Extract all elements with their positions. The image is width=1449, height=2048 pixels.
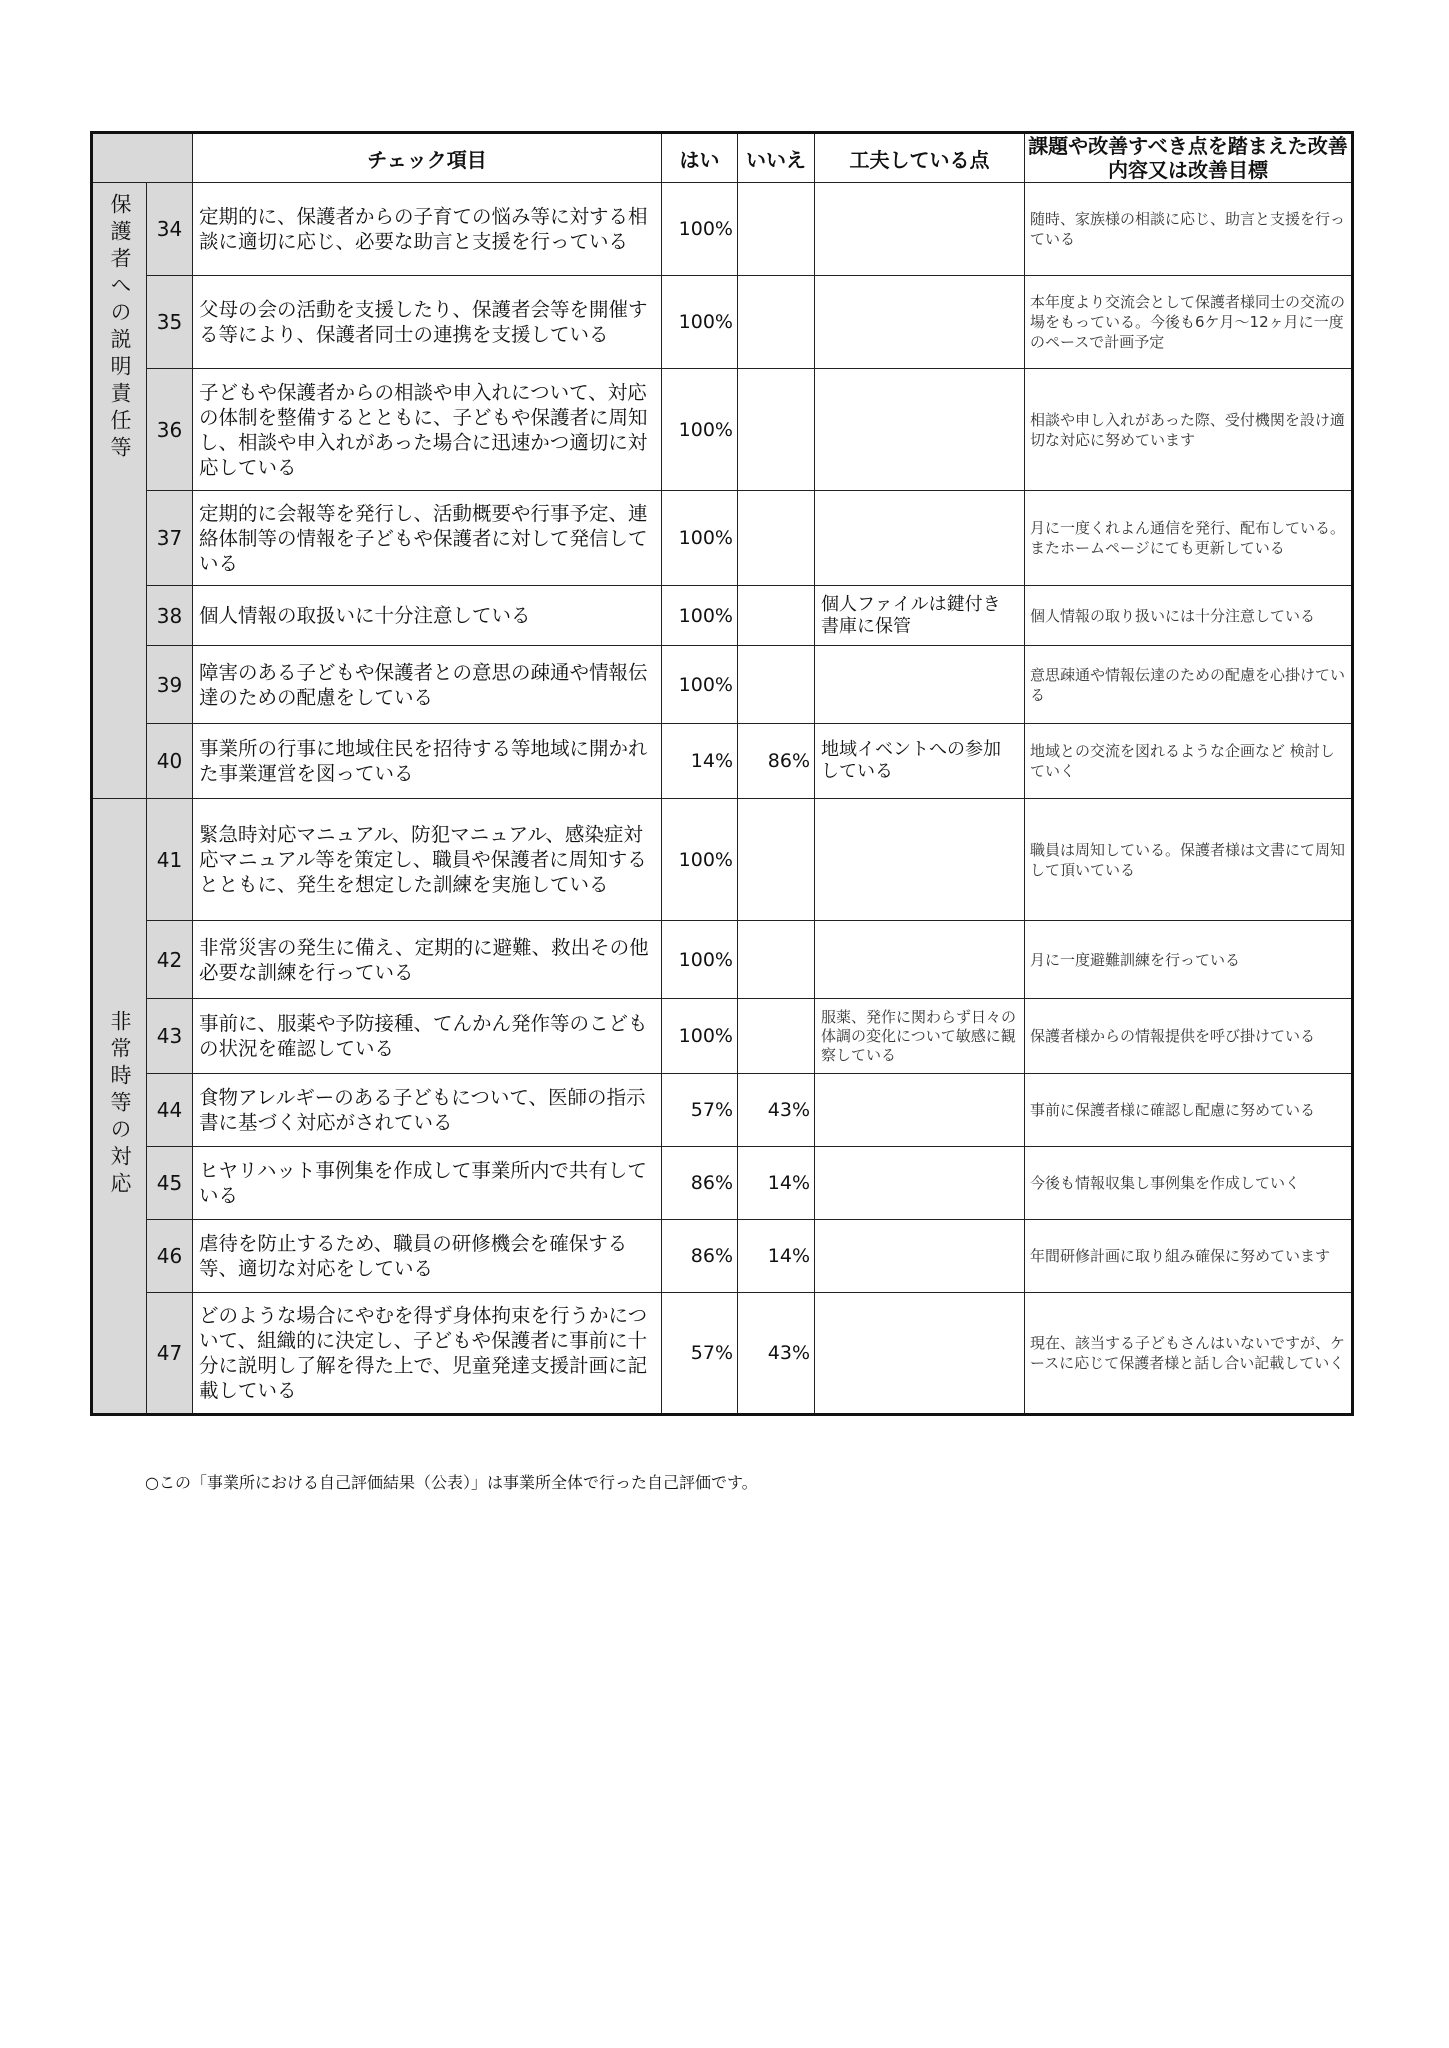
check-item: 虐待を防止するため、職員の研修機会を確保する等、適切な対応をしている xyxy=(193,1220,662,1293)
table-row xyxy=(92,369,1353,491)
goal-cell: 今後も情報収集し事例集を作成していく xyxy=(1025,1147,1353,1220)
goal-cell: 保護者様からの情報提供を呼び掛けている xyxy=(1025,999,1353,1074)
header-goal: 課題や改善すべき点を踏まえた改善内容又は改善目標 xyxy=(1025,133,1353,183)
check-item: 事業所の行事に地域住民を招待する等地域に開かれた事業運営を図っている xyxy=(193,724,662,799)
table-row xyxy=(92,183,1353,276)
row-number: 36 xyxy=(147,369,193,491)
check-item: 事前に、服薬や予防接種、てんかん発作等のこどもの状況を確認している xyxy=(193,999,662,1074)
no-percent xyxy=(738,276,815,369)
goal-cell: 随時、家族様の相談に応じ、助言と支援を行っている xyxy=(1025,183,1353,276)
self-evaluation-table xyxy=(90,131,1354,1416)
row-number: 34 xyxy=(147,183,193,276)
row-number: 40 xyxy=(147,724,193,799)
innovation-cell xyxy=(815,799,1025,921)
row-number: 45 xyxy=(147,1147,193,1220)
yes-percent: 100% xyxy=(662,921,738,999)
header-corner xyxy=(92,133,193,183)
check-item: 子どもや保護者からの相談や申入れについて、対応の体制を整備するとともに、子どもや保護者に周知し、相談や申入れがあった場合に迅速かつ適切に対応している xyxy=(193,369,662,491)
table-row xyxy=(92,799,1353,921)
no-percent: 43% xyxy=(738,1293,815,1415)
row-number: 46 xyxy=(147,1220,193,1293)
category-emergency xyxy=(92,799,147,1415)
goal-cell: 職員は周知している。保護者様は文書にて周知して頂いている xyxy=(1025,799,1353,921)
table-row xyxy=(92,1220,1353,1293)
check-item: 定期的に、保護者からの子育ての悩み等に対する相談に適切に応じ、必要な助言と支援を行っている xyxy=(193,183,662,276)
row-number: 38 xyxy=(147,586,193,646)
table-row xyxy=(92,724,1353,799)
no-percent: 43% xyxy=(738,1074,815,1147)
header-row xyxy=(92,133,1353,183)
no-percent xyxy=(738,369,815,491)
no-percent xyxy=(738,646,815,724)
table-row xyxy=(92,491,1353,586)
innovation-cell xyxy=(815,1293,1025,1415)
table-row xyxy=(92,586,1353,646)
goal-cell: 現在、該当する子どもさんはいないですが、ケースに応じて保護者様と話し合い記載していく xyxy=(1025,1293,1353,1415)
header-yes: はい xyxy=(662,133,738,183)
no-percent xyxy=(738,999,815,1074)
check-item: 父母の会の活動を支援したり、保護者会等を開催する等により、保護者同士の連携を支援している xyxy=(193,276,662,369)
row-number: 44 xyxy=(147,1074,193,1147)
category-accountability xyxy=(92,183,147,799)
row-number: 37 xyxy=(147,491,193,586)
row-number: 39 xyxy=(147,646,193,724)
check-item: 緊急時対応マニュアル、防犯マニュアル、感染症対応マニュアル等を策定し、職員や保護者に周知するとともに、発生を想定した訓練を実施している xyxy=(193,799,662,921)
check-item: 個人情報の取扱いに十分注意している xyxy=(193,586,662,646)
yes-percent: 86% xyxy=(662,1220,738,1293)
goal-cell: 個人情報の取り扱いには十分注意している xyxy=(1025,586,1353,646)
no-percent xyxy=(738,799,815,921)
row-number: 41 xyxy=(147,799,193,921)
goal-cell: 年間研修計画に取り組み確保に努めています xyxy=(1025,1220,1353,1293)
goal-cell: 事前に保護者様に確認し配慮に努めている xyxy=(1025,1074,1353,1147)
innovation-cell xyxy=(815,646,1025,724)
no-percent xyxy=(738,491,815,586)
footnote: ○この「事業所における自己評価結果（公表）」は事業所全体で行った自己評価です。 xyxy=(145,1473,758,1492)
category-label: 非常時等の対応 xyxy=(108,1009,132,1199)
goal-cell: 月に一度くれよん通信を発行、配布している。またホームページにても更新している xyxy=(1025,491,1353,586)
check-item: 非常災害の発生に備え、定期的に避難、救出その他必要な訓練を行っている xyxy=(193,921,662,999)
check-item: 食物アレルギーのある子どもについて、医師の指示書に基づく対応がされている xyxy=(193,1074,662,1147)
innovation-cell: 地域イベントへの参加している xyxy=(815,724,1025,799)
yes-percent: 14% xyxy=(662,724,738,799)
yes-percent: 100% xyxy=(662,799,738,921)
goal-cell: 地域との交流を図れるような企画など 検討していく xyxy=(1025,724,1353,799)
yes-percent: 100% xyxy=(662,276,738,369)
no-percent xyxy=(738,586,815,646)
row-number: 42 xyxy=(147,921,193,999)
yes-percent: 100% xyxy=(662,586,738,646)
check-item: 障害のある子どもや保護者との意思の疎通や情報伝達のための配慮をしている xyxy=(193,646,662,724)
no-percent xyxy=(738,183,815,276)
goal-cell: 本年度より交流会として保護者様同士の交流の場をもっている。今後も6ケ月～12ヶ月に一度のペースで計画予定 xyxy=(1025,276,1353,369)
table-row xyxy=(92,921,1353,999)
innovation-cell xyxy=(815,183,1025,276)
innovation-cell xyxy=(815,1074,1025,1147)
table-row xyxy=(92,1293,1353,1415)
yes-percent: 100% xyxy=(662,491,738,586)
no-percent xyxy=(738,921,815,999)
yes-percent: 57% xyxy=(662,1074,738,1147)
row-number: 47 xyxy=(147,1293,193,1415)
innovation-cell xyxy=(815,491,1025,586)
innovation-cell: 服薬、発作に関わらず日々の体調の変化について敏感に観察している xyxy=(815,999,1025,1074)
no-percent: 86% xyxy=(738,724,815,799)
innovation-cell xyxy=(815,276,1025,369)
category-label: 保護者への説明責任等 xyxy=(108,193,132,463)
check-item: 定期的に会報等を発行し、活動概要や行事予定、連絡体制等の情報を子どもや保護者に対して発信している xyxy=(193,491,662,586)
table-row xyxy=(92,999,1353,1074)
table-row xyxy=(92,1074,1353,1147)
table-row xyxy=(92,1147,1353,1220)
innovation-cell xyxy=(815,921,1025,999)
innovation-cell xyxy=(815,369,1025,491)
row-number: 43 xyxy=(147,999,193,1074)
header-check-item: チェック項目 xyxy=(193,133,662,183)
innovation-cell xyxy=(815,1147,1025,1220)
header-innovation: 工夫している点 xyxy=(815,133,1025,183)
check-item: ヒヤリハット事例集を作成して事業所内で共有している xyxy=(193,1147,662,1220)
goal-cell: 相談や申し入れがあった際、受付機関を設け適切な対応に努めています xyxy=(1025,369,1353,491)
innovation-cell xyxy=(815,1220,1025,1293)
header-no: いいえ xyxy=(738,133,815,183)
goal-cell: 意思疎通や情報伝達のための配慮を心掛けている xyxy=(1025,646,1353,724)
table-row xyxy=(92,646,1353,724)
innovation-cell: 個人ファイルは鍵付き書庫に保管 xyxy=(815,586,1025,646)
no-percent: 14% xyxy=(738,1147,815,1220)
check-item: どのような場合にやむを得ず身体拘束を行うかについて、組織的に決定し、子どもや保護者に事前に十分に説明し了解を得た上で、児童発達支援計画に記載している xyxy=(193,1293,662,1415)
goal-cell: 月に一度避難訓練を行っている xyxy=(1025,921,1353,999)
table-row xyxy=(92,276,1353,369)
yes-percent: 100% xyxy=(662,183,738,276)
yes-percent: 100% xyxy=(662,369,738,491)
yes-percent: 100% xyxy=(662,999,738,1074)
yes-percent: 86% xyxy=(662,1147,738,1220)
yes-percent: 100% xyxy=(662,646,738,724)
yes-percent: 57% xyxy=(662,1293,738,1415)
row-number: 35 xyxy=(147,276,193,369)
no-percent: 14% xyxy=(738,1220,815,1293)
